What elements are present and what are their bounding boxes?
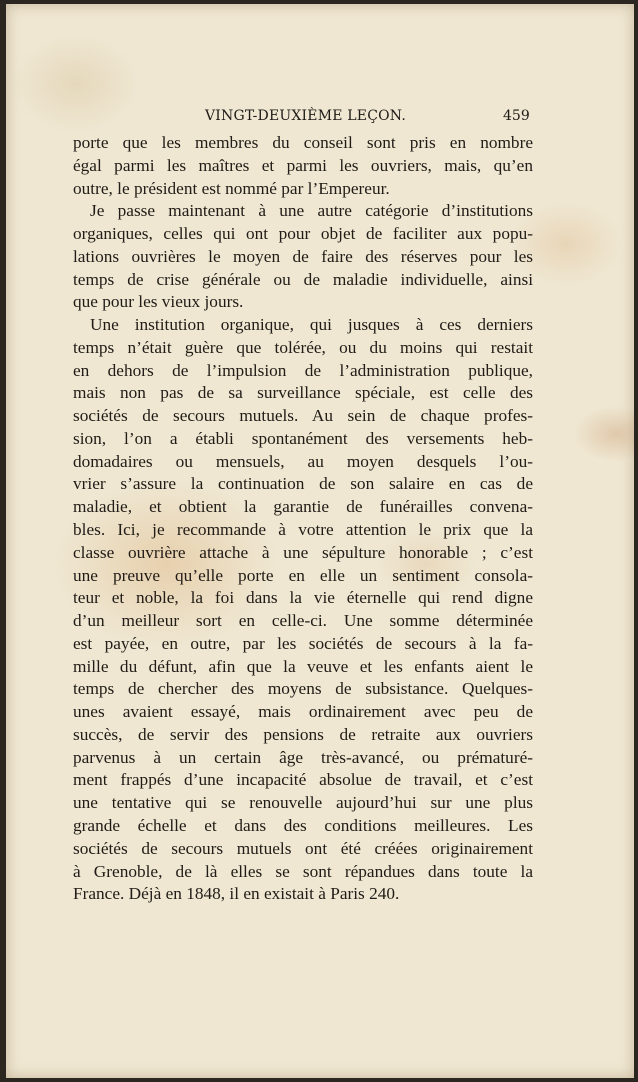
text-line: Une institution organique, qui jusques à ces derniers: [90, 315, 533, 335]
text-line: ment frappés d’une incapacité absolue de travail, et c’est: [73, 770, 533, 790]
text-line: mille du défunt, afin que la veuve et les enfants aient le: [73, 656, 533, 676]
text-line: unes avaient essayé, mais ordinairement avec peu de: [73, 702, 533, 722]
text-line: à Grenoble, de là elles se sont répandues dans toute la: [73, 861, 533, 881]
text-line: domadaires ou mensuels, au moyen desquels l’ou-: [73, 451, 533, 471]
text-line: en dehors de l’impulsion de l’administration publique,: [73, 360, 533, 380]
text-line: égal parmi les maîtres et parmi les ouvriers, mais, qu’en: [73, 155, 533, 175]
text-line: une tentative qui se renouvelle aujourd’hui sur une plus: [73, 793, 533, 813]
text-line: succès, de servir des pensions de retraite aux ouvriers: [73, 724, 533, 744]
text-line: France. Déjà en 1848, il en existait à Paris 240.: [73, 884, 400, 904]
text-line: Je passe maintenant à une autre catégorie d’institutions: [90, 201, 533, 221]
text-line: sion, l’on a établi spontanément des versements heb-: [73, 428, 533, 448]
text-line: outre, le président est nommé par l’Empereur.: [73, 178, 390, 198]
text-line: organiques, celles qui ont pour objet de faciliter aux popu-: [73, 224, 533, 244]
text-line: temps n’était guère que tolérée, ou du moins qui restait: [73, 337, 533, 357]
text-line: teur et noble, la foi dans la vie éternelle qui rend digne: [73, 588, 533, 608]
text-line: une preuve qu’elle porte en elle un sentiment consola-: [73, 565, 533, 585]
text-line: vrier s’assure la continuation de son salaire en cas de: [73, 474, 533, 494]
text-line: temps de chercher des moyens de subsistance. Quelques-: [73, 679, 533, 699]
text-line: sociétés de secours mutuels ont été créées originairement: [73, 838, 533, 858]
page-header: [0, 108, 638, 132]
body-text: [73, 132, 533, 906]
page-number: 459: [503, 108, 530, 124]
text-line: grande échelle et dans des conditions meilleures. Les: [73, 815, 533, 835]
text-line: d’un meilleur sort en celle-ci. Une somme déterminée: [73, 611, 533, 631]
text-line: mais non pas de sa surveillance spéciale, est celle des: [73, 383, 533, 403]
text-line: classe ouvrière attache à une sépulture honorable ; c’est: [73, 542, 533, 562]
text-line: que pour les vieux jours.: [73, 292, 244, 312]
running-head: VINGT-DEUXIÈME LEÇON.: [205, 108, 407, 124]
text-line: temps de crise générale ou de maladie individuelle, ainsi: [73, 269, 533, 289]
text-line: est payée, en outre, par les sociétés de secours à la fa-: [73, 633, 533, 653]
text-line: lations ouvrières le moyen de faire des réserves pour les: [73, 246, 533, 266]
text-line: sociétés de secours mutuels. Au sein de chaque profes-: [73, 406, 533, 426]
text-line: parvenus à un certain âge très-avancé, ou prématuré-: [73, 747, 533, 767]
text-line: porte que les membres du conseil sont pris en nombre: [73, 133, 533, 152]
text-line: bles. Ici, je recommande à votre attention le prix que la: [73, 520, 533, 540]
text-line: maladie, et obtient la garantie de funérailles convena-: [73, 497, 533, 517]
